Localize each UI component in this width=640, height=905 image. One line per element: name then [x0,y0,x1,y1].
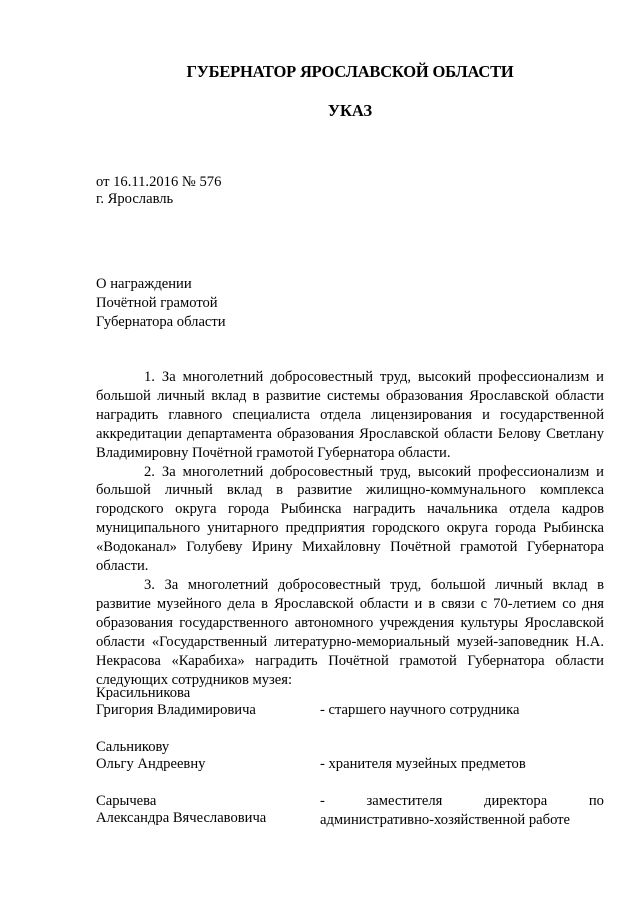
subject-line: Почётной грамотой [96,294,218,311]
paragraph-2: 2. За многолетний добросовестный труд, высокий профессионализм и большой личный вклад в развитие жилищно-коммунального комплекса городского округа города Рыбинска наградить начальника отдела кадров муниципального унитарного предприятия городского округа города Рыбинска «Водоканал» Голубеву Ирину Михайловну Почётной грамотой Губернатора области. [96,463,604,575]
date-number: от 16.11.2016 № 576 [96,174,222,190]
awardee-role: - старшего научного сотрудника [320,702,520,718]
awardee-surname: Красильникова [96,685,191,701]
paragraph-3: 3. За многолетний добросовестный труд, большой личный вклад в развитие музейного дела в Ярославской области и в связи с 70-летием со дня образования государственного автономного учреждения культуры Ярославской области «Государственный литературно-мемориальный музей-заповедник Н.А. Некрасова «Карабиха» наградить Почётной грамотой Губернатора области следующих сотрудников музея: [96,576,604,688]
place: г. Ярославль [96,191,174,207]
awardee-role-line: административно-хозяйственной работе [320,811,571,828]
decree-body [96,368,604,689]
role-word: - [320,793,325,809]
awardee-role-line [320,792,604,811]
document-type-title: УКАЗ [327,101,373,120]
awardee-given-name: Ольгу Андреевну [96,756,206,772]
awardee-given-name: Григория Владимировича [96,702,256,718]
awardee-role [320,792,604,830]
awardee-surname: Сарычева [96,793,157,809]
issuing-authority-title: ГУБЕРНАТОР ЯРОСЛАВСКОЙ ОБЛАСТИ [186,62,514,81]
subject-block [96,275,226,332]
paragraph-1: 1. За многолетний добросовестный труд, высокий профессионализм и большой личный вклад в развитие системы образования Ярославской области наградить главного специалиста отдела лицензирования и государственной аккредитации департамента образования Ярославской области Белову Светлану Владимировну Почётной грамотой Губернатора области. [96,369,604,461]
role-word: по [588,793,604,809]
role-word: заместителя [366,793,443,809]
awardee-role: - хранителя музейных предметов [320,756,526,772]
subject-line: О награждении [96,276,192,292]
awardee-given-name: Александра Вячеславовича [96,810,267,826]
role-word: директора [484,793,548,809]
awardee-surname: Сальникову [96,739,170,755]
subject-line: Губернатора области [96,313,226,330]
